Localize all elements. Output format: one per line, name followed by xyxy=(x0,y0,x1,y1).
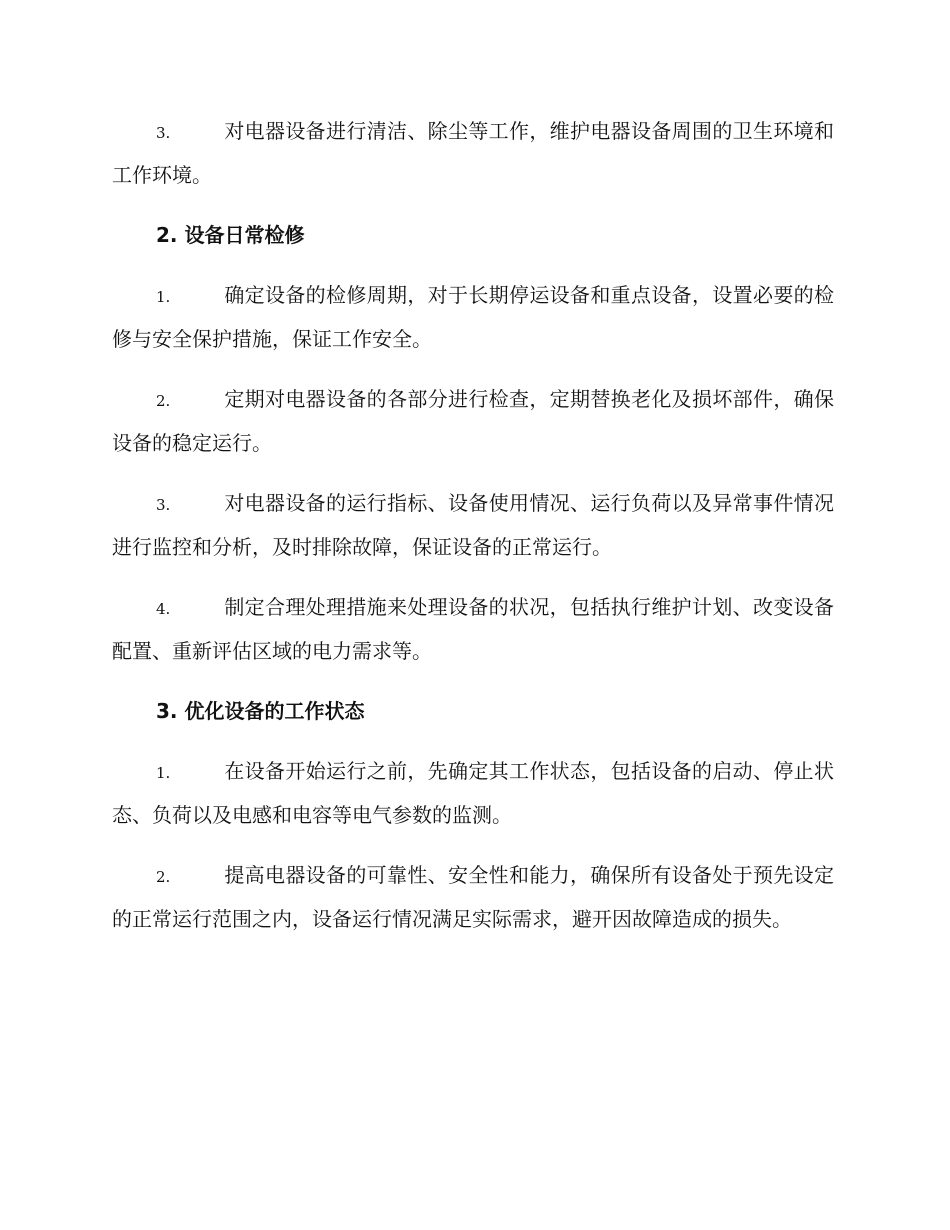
list-item xyxy=(112,586,834,672)
section-heading: 3. 优化设备的工作状态 xyxy=(156,699,365,723)
list-item xyxy=(112,274,834,360)
document-page xyxy=(112,110,834,958)
section-heading: 2. 设备日常检修 xyxy=(156,223,305,247)
list-text: 制定合理处理措施来处理设备的状况，包括执行维护计划、改变设备配置、重新评估区域的电力需求等。 xyxy=(112,595,834,663)
list-number: 4. xyxy=(156,600,171,618)
list-text: 提高电器设备的可靠性、安全性和能力，确保所有设备处于预先设定的正常运行范围之内，设备运行情况满足实际需求，避开因故障造成的损失。 xyxy=(112,863,834,931)
list-text: 定期对电器设备的各部分进行检查，定期替换老化及损坏部件，确保设备的稳定运行。 xyxy=(112,387,834,455)
list-number: 3. xyxy=(156,124,171,142)
list-item xyxy=(112,110,834,196)
list-item xyxy=(112,854,834,940)
list-number: 1. xyxy=(156,288,171,306)
list-text: 在设备开始运行之前，先确定其工作状态，包括设备的启动、停止状态、负荷以及电感和电容等电气参数的监测。 xyxy=(112,759,834,827)
list-number: 2. xyxy=(156,868,171,886)
list-text: 对电器设备的运行指标、设备使用情况、运行负荷以及异常事件情况进行监控和分析，及时排除故障，保证设备的正常运行。 xyxy=(112,491,834,559)
list-number: 1. xyxy=(156,764,171,782)
list-item xyxy=(112,750,834,836)
list-number: 2. xyxy=(156,392,171,410)
list-item xyxy=(112,378,834,464)
list-item xyxy=(112,482,834,568)
list-text: 对电器设备进行清洁、除尘等工作，维护电器设备周围的卫生环境和工作环境。 xyxy=(112,119,834,187)
list-number: 3. xyxy=(156,496,171,514)
list-text: 确定设备的检修周期，对于长期停运设备和重点设备，设置必要的检修与安全保护措施，保证工作安全。 xyxy=(112,283,834,351)
